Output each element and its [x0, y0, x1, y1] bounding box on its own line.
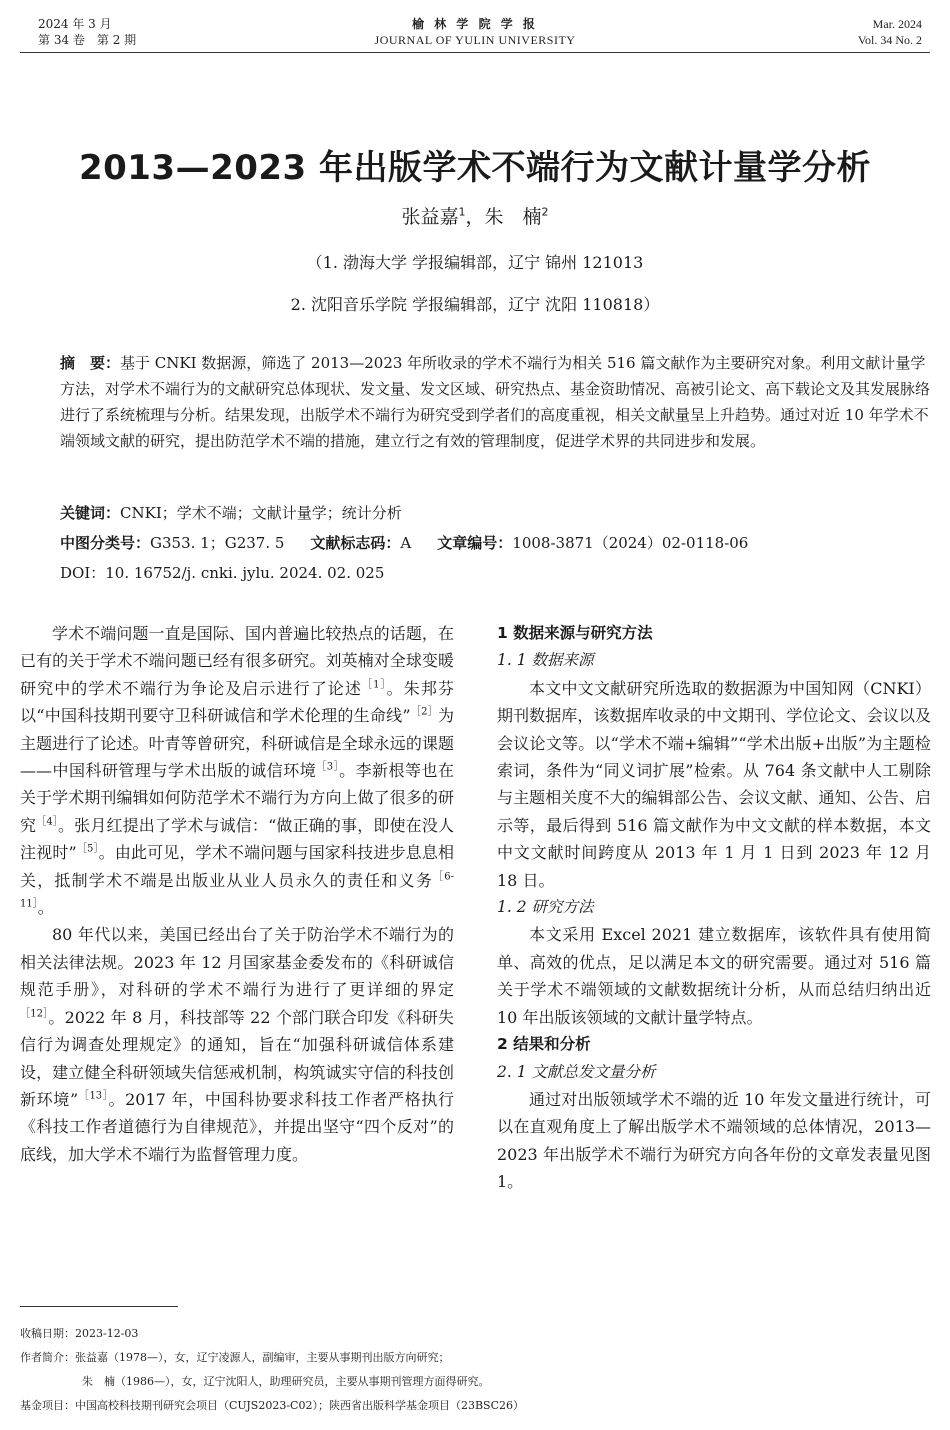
clc-value: G353. 1；G237. 5: [150, 534, 285, 552]
body-paragraph: 通过对出版领域学术不端的近 10 年发文量进行统计，可以在直观角度上了解出版学术不端领域的总体情况，2013—2023 年出版学术不端行为研究方向各年份的文章发表量见图 1。: [497, 1089, 931, 1192]
keywords-text: CNKI；学术不端；文献计量学；统计分析: [120, 504, 402, 522]
keywords-label: 关键词：: [60, 504, 121, 522]
subsection-heading: 1. 2 研究方法: [497, 898, 594, 917]
footnote-author-bio: 朱 楠（1986—），女，辽宁沈阳人，助理研究员，主要从事期刊管理方面得研究。: [82, 1375, 490, 1388]
subsection-heading: 1. 1 数据来源: [497, 651, 594, 670]
citation-ref: ［6-11］: [20, 871, 454, 910]
citation-ref: ［12］: [20, 1008, 49, 1020]
author-name: 张益嘉: [401, 206, 459, 228]
section-heading: 2 结果和分析: [497, 1035, 591, 1054]
body-column-right: [497, 620, 931, 1196]
body-column-left: [20, 620, 454, 1168]
body-paragraph: 本文采用 Excel 2021 建立数据库，该软件具有使用简单、高效的优点，足以满足本文的研究需要。通过对 516 篇关于学术不端领域的文献数据统计分析，从而总结归纳出近 10 年出版该领域的文献计量学特点。: [497, 925, 931, 1027]
abstract-text: 基于 CNKI 数据源，筛选了 2013—2023 年所收录的学术不端行为相关 516 篇文献作为主要研究对象。利用文献计量学方法，对学术不端行为的文献研究总体现状、发文量、发文区域、研究热点、基金资助情况、高被引论文、高下载论文及其发展脉络进行了系统梳理与分析。结果发现，出版学术不端行为研究受到学者们的高度重视，相关文献量呈上升趋势。通过对近 10 年学术不端领域文献的研究，提出防范学术不端的措施，建立行之有效的管理制度，促进学术界的共同进步和发展。: [60, 354, 931, 450]
header-issue-info-en: [858, 16, 922, 48]
author-name: 朱 楠: [484, 206, 542, 228]
citation-ref: ［1］: [362, 679, 387, 691]
article-number-value: 1008-3871（2024）02-0118-06: [512, 534, 749, 552]
affiliation-line: （1. 渤海大学 学报编辑部，辽宁 锦州 121013: [306, 253, 644, 272]
journal-name-cn: 榆 林 学 院 学 报: [412, 17, 538, 31]
header-volume-cn: 第 34 卷 第 2 期: [38, 33, 137, 47]
doi: DOI：10. 16752/j. cnki. jylu. 2024. 02. 025: [60, 564, 385, 582]
footnote-funding: 基金项目：中国高校科技期刊研究会项目（CUJS2023-C02）；陕西省出版科学基金项目（23BSC26）: [20, 1399, 524, 1412]
footnote-rule: [20, 1306, 178, 1307]
header-rule: [20, 52, 930, 53]
section-heading: 1 数据来源与研究方法: [497, 624, 653, 642]
author-separator: ，: [465, 206, 485, 228]
citation-ref: ［13］: [78, 1090, 109, 1102]
footnote-author-bio: 作者简介：张益嘉（1978—），女，辽宁凌源人，副编审，主要从事期刊出版方向研究；: [20, 1351, 450, 1364]
journal-name-en: JOURNAL OF YULIN UNIVERSITY: [374, 33, 576, 47]
citation-ref: ［5］: [76, 843, 99, 855]
doc-code-value: A: [400, 534, 412, 552]
author-affil-mark: 1: [458, 205, 466, 219]
header-volume-en: Vol. 34 No. 2: [857, 33, 922, 47]
abstract-label: 摘 要：: [60, 354, 121, 372]
paper-title: 2013—2023 年出版学术不端行为文献计量学分析: [78, 148, 872, 188]
abstract: [60, 350, 930, 454]
subsection-heading: 2. 1 文献总发文量分析: [497, 1062, 656, 1081]
body-paragraph: 80 年代以来，美国已经出台了关于防治学术不端行为的相关法律法规。2023 年 12 月国家基金委发布的《科研诚信规范手册》，对科研的学术不端行为进行了更详细的界定$^{[12]}$。2022 年 8 月，科技部等 22 个部门联合印发《科研失信行为调查处理规定》的通知，旨在“加强科研诚信体系建设，建立健全科研领域失信惩戒机制，构筑诚实守信的科技创新环境”$^{[13]}$。2017 年，中国科协要求科技工作者严格执行《科技工作者道德行为自律规范》，并提出坚守“四个反对”的底线，加大学术不端行为监督管理力度。: [20, 925, 454, 1164]
citation-ref: ［4］: [36, 816, 59, 828]
body-paragraph: 学术不端问题一直是国际、国内普遍比较热点的话题，在已有的关于学术不端问题已经有很多研究。刘英楠对全球变暖研究中的学术不端行为争论及启示进行了论述$^{[1]}$。朱邦芬以“中国科技期刊要守卫科研诚信和学术伦理的生命线”$^{[2]}$为主题进行了论述。叶青等曾研究，科研诚信是全球永远的课题——中国科研管理与学术出版的诚信环境$^{[3]}$。李新根等也在关于学术期刊编辑如何防范学术不端行为方向上做了很多的研究$^{[4]}$。张月红提出了学术与诚信：“做正确的事，即使在没人注视时”$^{[5]}$。由此可见，学术不端问题与国家科技进步息息相关，抵制学术不端是出版业从业人员永久的责任和义务$^{[6-11]}$。: [20, 624, 454, 918]
article-number-label: 文章编号：: [437, 534, 513, 552]
footnote-received: 收稿日期：2023-12-03: [20, 1327, 139, 1340]
header-date-cn: 2024 年 3 月: [38, 17, 112, 31]
classification-line: [60, 530, 748, 556]
author-affil-mark: 2: [541, 205, 549, 219]
keywords: [60, 500, 402, 526]
doc-code-label: 文献标志码：: [310, 534, 401, 552]
header-journal: [0, 16, 950, 48]
author-line: [0, 202, 950, 229]
body-paragraph: 本文中文文献研究所选取的数据源为中国知网（CNKI）期刊数据库，该数据库收录的中文期刊、学位论文、会议以及会议论文等。以“学术不端+编辑”“学术出版+出版”为主题检索词，条件为“同义词扩展”检索。从 764 条文献中人工剔除与主题相关度不大的编辑部公告、会议文献、通知、公告、启示等，最后得到 516 篇文献作为中文文献的样本数据，本文中文文献时间跨度从 2013 年 1 月 1 日到 2023 年 12 月 18 日。: [497, 678, 931, 890]
citation-ref: ［2］: [410, 706, 438, 718]
header-date-en: Mar. 2024: [872, 17, 922, 31]
clc-label: 中图分类号：: [60, 534, 151, 552]
citation-ref: ［3］: [316, 761, 340, 773]
affiliation-line: 2. 沈阳音乐学院 学报编辑部，辽宁 沈阳 110818）: [290, 295, 660, 314]
